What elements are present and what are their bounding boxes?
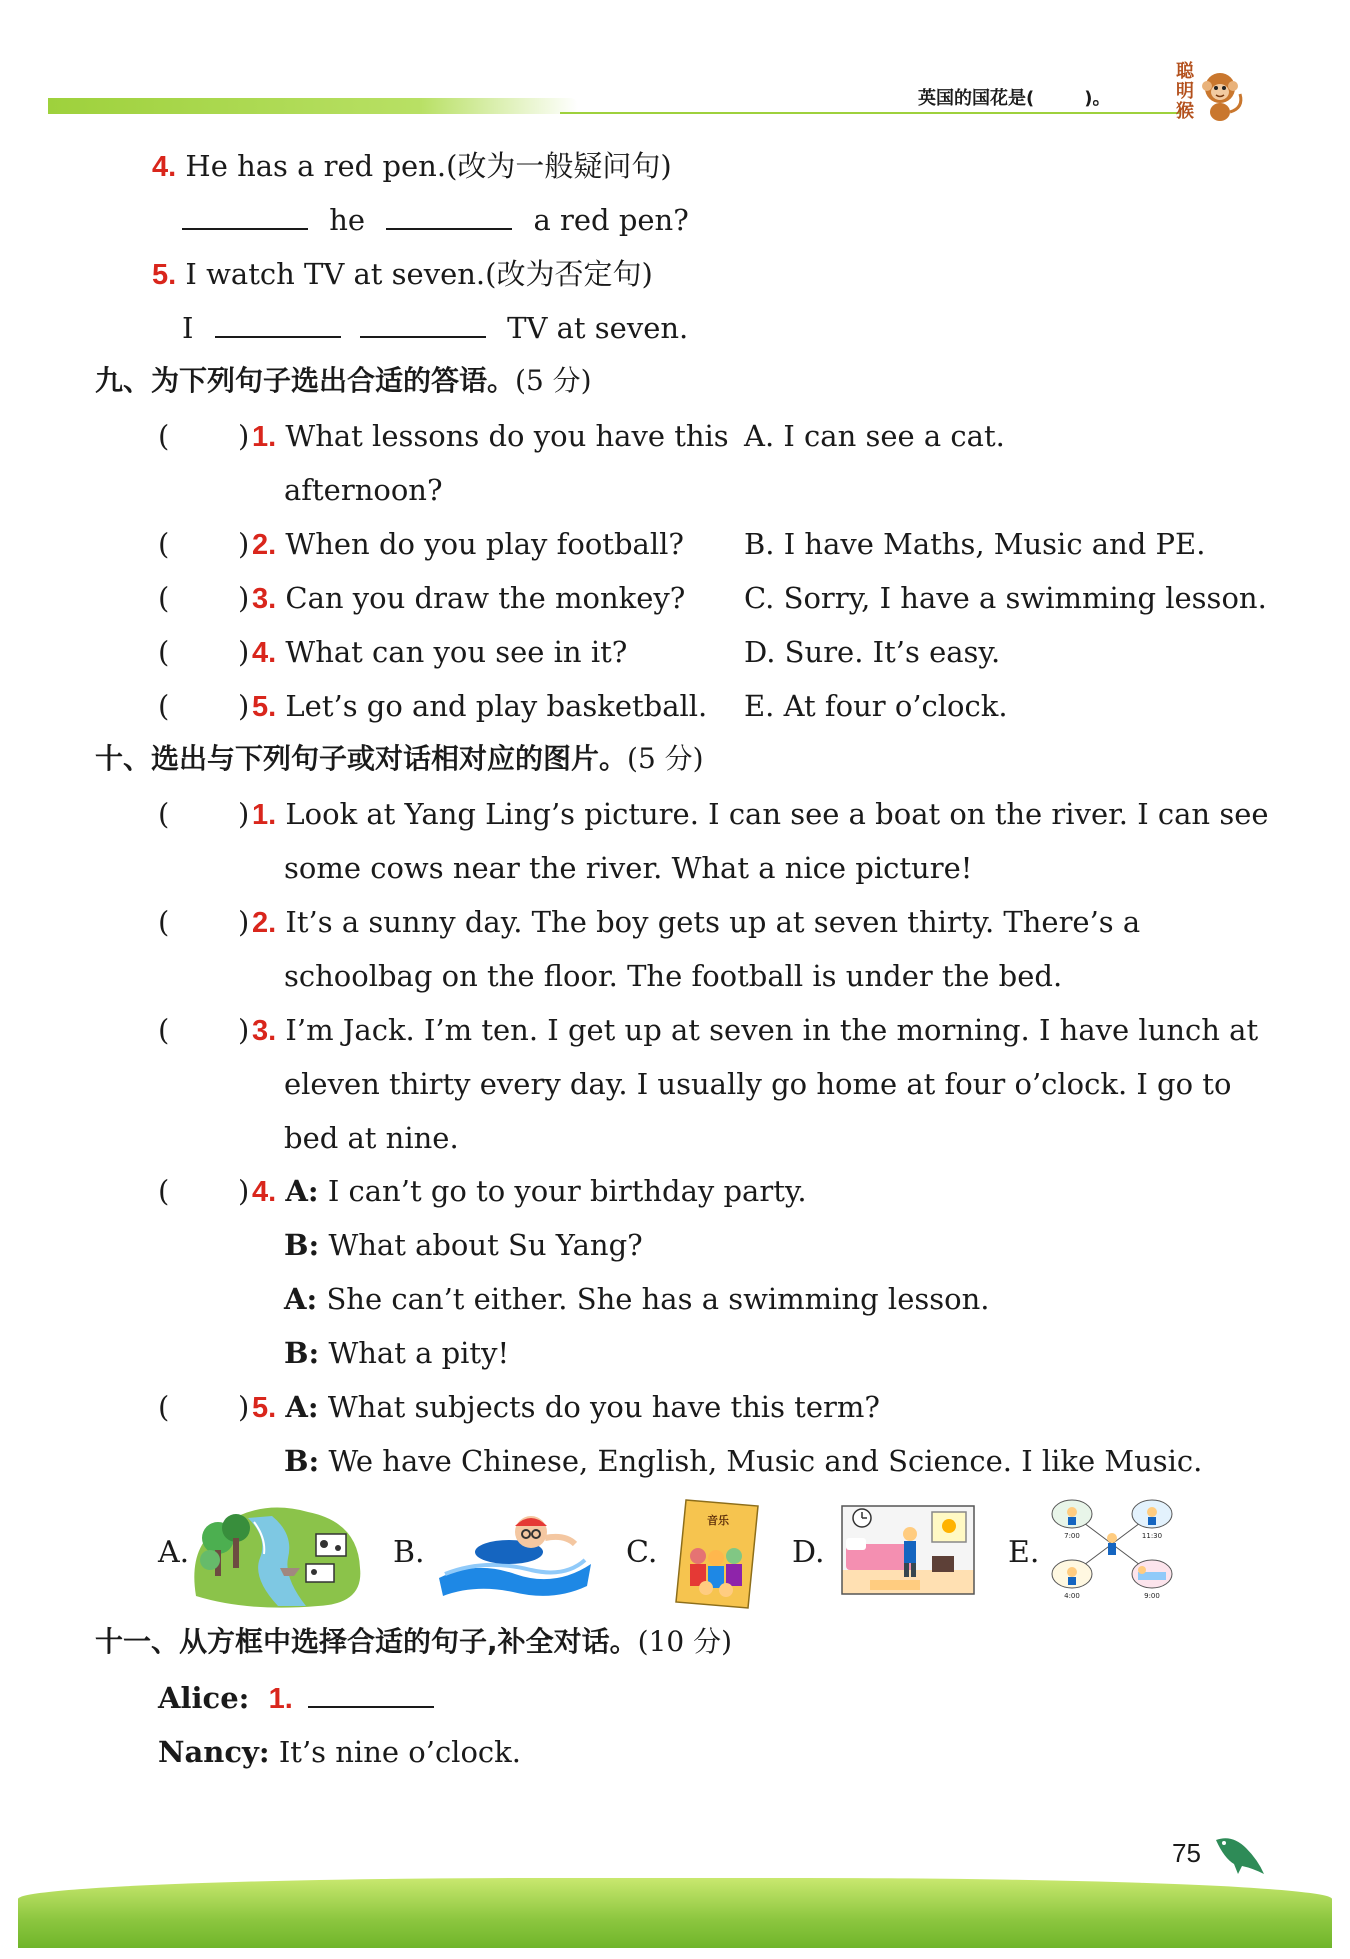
answer-paren-open[interactable]: ( [158, 797, 170, 831]
music-book-icon [672, 1496, 762, 1612]
q10-item-3-cont: eleven thirty every day. I usually go home at four o’clock. I go to [284, 1067, 1232, 1101]
answer-paren-close: ) [238, 581, 250, 615]
header-hint-prefix: 英国的国花是( [918, 88, 1035, 109]
daily-routine-icon [1050, 1498, 1174, 1604]
q10-title: 十、选出与下列句子或对话相对应的图片。 [95, 742, 628, 775]
q10-item-3-text: I’m Jack. I’m ten. I get up at seven in the morning. I have lunch at [285, 1013, 1259, 1047]
q9-item-1-cont: afternoon? [284, 473, 443, 507]
q8-item4-number: 4. [152, 151, 177, 183]
answer-paren-close: ) [238, 1013, 250, 1047]
answer-paren-close: ) [238, 635, 250, 669]
q9-item-4-text: What can you see in it? [285, 635, 628, 669]
book-title: 音乐 [707, 1514, 729, 1527]
q10-item-3-line [252, 1012, 1258, 1049]
answer-paren-open[interactable]: ( [158, 635, 170, 669]
answer-blank[interactable] [386, 202, 512, 230]
clock-time-4: 9:00 [1144, 1592, 1160, 1600]
answer-paren-close: ) [238, 527, 250, 561]
answer-paren-open[interactable]: ( [158, 905, 170, 939]
answer-paren-open[interactable]: ( [158, 527, 170, 561]
q9-item-5-number: 5. [252, 691, 277, 723]
dialog-speaker: B: [284, 1336, 320, 1370]
dialog-speaker: A: [284, 1282, 318, 1316]
answer-paren-open[interactable]: ( [158, 1013, 170, 1047]
q8-item4-ans-end: a red pen? [533, 203, 689, 237]
header-rule [560, 112, 1180, 114]
answer-paren-close: ) [238, 1390, 250, 1424]
answer-paren-close: ) [238, 1174, 250, 1208]
q9-option-d: D. Sure. It’s easy. [744, 635, 1001, 669]
answer-paren-open[interactable]: ( [158, 581, 170, 615]
q8-item4-text: He has a red pen.(改为一般疑问句) [185, 149, 672, 183]
q11-line-1 [158, 1680, 434, 1717]
page-number: 75 [1172, 1838, 1201, 1868]
picture-label-e: E. [1008, 1535, 1040, 1570]
q10-item-1-text: Look at Yang Ling’s picture. I can see a boat on the river. I can see [285, 797, 1269, 831]
q11-title: 十一、从方框中选择合适的句子,补全对话。 [95, 1625, 638, 1658]
dialog-text: It’s nine o’clock. [278, 1735, 521, 1769]
q9-item-2-number: 2. [252, 529, 277, 561]
q8-item4-answer [182, 202, 689, 238]
q8-item5 [152, 256, 653, 293]
picture-label-d: D. [792, 1535, 825, 1570]
q10-item-2-cont: schoolbag on the floor. The football is under the bed. [284, 959, 1063, 993]
q9-heading [95, 363, 592, 399]
answer-paren-open[interactable]: ( [158, 419, 170, 453]
clock-time-2: 11:30 [1141, 1532, 1163, 1540]
q10-item-2-line [252, 904, 1140, 941]
q9-title: 九、为下列句子选出合适的答语。 [95, 364, 516, 397]
clock-time-1: 7:00 [1064, 1532, 1080, 1540]
clock-time-3: 4:00 [1064, 1592, 1080, 1600]
q8-item5-ans-start: I [182, 311, 194, 345]
q9-option-c: C. Sorry, I have a swimming lesson. [744, 581, 1267, 615]
bedroom-icon [840, 1504, 976, 1596]
q10-item-1-number: 1. [252, 799, 277, 831]
q9-item-5-text: Let’s go and play basketball. [285, 689, 708, 723]
dialog-speaker: A: [285, 1390, 319, 1424]
q10-item-5-number: 5. [252, 1392, 277, 1424]
dialog-line [284, 1281, 989, 1317]
dialog-speaker: Alice: [158, 1681, 250, 1715]
q10-item-3-number: 3. [252, 1015, 277, 1047]
q9-option-a: A. I can see a cat. [744, 419, 1005, 453]
q9-option-b: B. I have Maths, Music and PE. [744, 527, 1206, 561]
answer-paren-open[interactable]: ( [158, 689, 170, 723]
q8-item5-text: I watch TV at seven.(改为否定句) [185, 257, 653, 291]
q9-item-3-number: 3. [252, 583, 277, 615]
q11-score: (10 分) [637, 1625, 733, 1658]
q10-item-1-cont: some cows near the river. What a nice picture! [284, 851, 973, 885]
q9-item-2-line [252, 526, 684, 563]
answer-blank[interactable] [182, 202, 308, 230]
q9-item-3-text: Can you draw the monkey? [285, 581, 686, 615]
dolphin-icon [1212, 1830, 1268, 1880]
picture-label-a: A. [158, 1535, 190, 1570]
q11-item-1-number: 1. [268, 1683, 293, 1715]
dialog-text: She can’t either. She has a swimming lesson. [326, 1282, 990, 1316]
answer-paren-close: ) [238, 419, 250, 453]
answer-blank[interactable] [215, 310, 341, 338]
q9-item-1-number: 1. [252, 421, 277, 453]
answer-paren-close: ) [238, 689, 250, 723]
q8-item5-number: 5. [152, 259, 177, 291]
answer-paren-open[interactable]: ( [158, 1174, 170, 1208]
q10-score: (5 分) [627, 742, 704, 775]
q10-item-5-line [252, 1389, 880, 1426]
answer-paren-open[interactable]: ( [158, 1390, 170, 1424]
q10-item-1-line [252, 796, 1269, 833]
q10-item-4-number: 4. [252, 1176, 277, 1208]
q9-score: (5 分) [515, 364, 592, 397]
dialog-text: We have Chinese, English, Music and Science. I like Music. [328, 1444, 1203, 1478]
answer-blank[interactable] [308, 1680, 434, 1708]
q9-item-1-text: What lessons do you have this [285, 419, 729, 453]
swimmer-icon [435, 1504, 595, 1600]
dialog-text: What about Su Yang? [328, 1228, 643, 1262]
dialog-line [284, 1443, 1202, 1479]
q8-item4-ans-mid: he [329, 203, 366, 237]
q9-item-2-text: When do you play football? [285, 527, 684, 561]
dialog-line [284, 1335, 509, 1371]
dialog-text: I can’t go to your birthday party. [327, 1174, 807, 1208]
header-bar [48, 98, 578, 114]
q10-item-4-line [252, 1173, 807, 1210]
dialog-speaker: A: [285, 1174, 319, 1208]
logo [1172, 62, 1248, 126]
q11-heading [95, 1624, 732, 1660]
q10-item-3-cont: bed at nine. [284, 1121, 459, 1155]
q9-item-5-line [252, 688, 707, 725]
q8-item4 [152, 148, 672, 185]
q9-item-1-line [252, 418, 729, 455]
dialog-text: What a pity! [328, 1336, 510, 1370]
q9-item-4-number: 4. [252, 637, 277, 669]
q8-item5-ans-end: TV at seven. [507, 311, 689, 345]
monkey-icon [1198, 64, 1248, 124]
q9-option-e: E. At four o’clock. [744, 689, 1008, 723]
header-hint [918, 84, 1110, 110]
answer-blank[interactable] [360, 310, 486, 338]
dialog-text: What subjects do you have this term? [327, 1390, 880, 1424]
picture-label-c: C. [626, 1535, 658, 1570]
q10-item-2-number: 2. [252, 907, 277, 939]
q9-item-3-line [252, 580, 685, 617]
q10-item-2-text: It’s a sunny day. The boy gets up at seven thirty. There’s a [285, 905, 1141, 939]
answer-paren-close: ) [238, 797, 250, 831]
dialog-speaker: B: [284, 1228, 320, 1262]
header-hint-suffix: )。 [1084, 88, 1111, 109]
picture-label-b: B. [393, 1535, 425, 1570]
footer-band [18, 1878, 1332, 1948]
dialog-speaker: Nancy: [158, 1735, 270, 1769]
logo-text: 聪明猴 [1176, 61, 1194, 122]
q10-heading [95, 741, 704, 777]
answer-paren-close: ) [238, 905, 250, 939]
dialog-line [284, 1227, 643, 1263]
q9-item-4-line [252, 634, 627, 671]
q8-item5-answer [182, 310, 688, 346]
dialog-speaker: B: [284, 1444, 320, 1478]
river-landscape-icon [188, 1498, 364, 1610]
q11-line-2 [158, 1734, 521, 1770]
